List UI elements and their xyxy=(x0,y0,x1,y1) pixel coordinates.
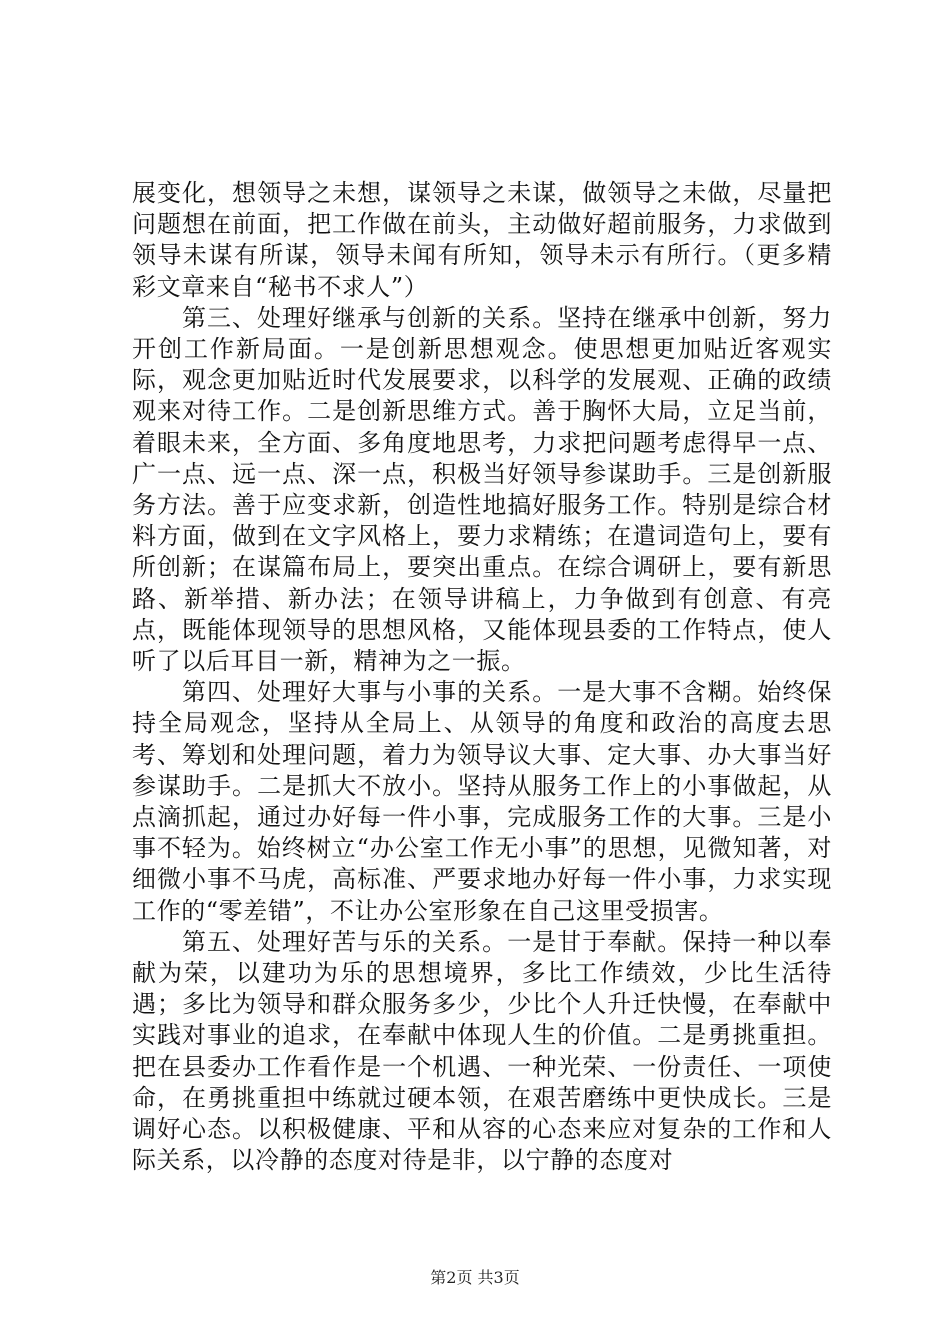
paragraph-2: 第三、处理好继承与创新的关系。坚持在继承中创新，努力开创工作新局面。一是创新思想观念。使思想更加贴近客观实际，观念更加贴近时代发展要求，以科学的发展观、正确的政绩观来对待工作。二是创新思维方式。善于胸怀大局，立足当前，着眼未来，全方面、多角度地思考，力求把问题考虑得早一点、广一点、远一点、深一点，积极当好领导参谋助手。三是创新服务方法。善于应变求新，创造性地搞好服务工作。特别是综合材料方面，做到在文字风格上，要力求精练；在遣词造句上，要有所创新；在谋篇布局上，要突出重点。在综合调研上，要有新思路、新举措、新办法；在领导讲稿上，力争做到有创意、有亮点，既能体现领导的思想风格，又能体现县委的工作特点，使人听了以后耳目一新，精神为之一振。 xyxy=(132,303,832,676)
page-number-footer: 第2页 共3页 xyxy=(430,1268,520,1287)
paragraph-4: 第五、处理好苦与乐的关系。一是甘于奉献。保持一种以奉献为荣，以建功为乐的思想境界，多比工作绩效，少比生活待遇；多比为领导和群众服务多少，少比个人升迁快慢，在奉献中实践对事业的追求，在奉献中体现人生的价值。二是勇挑重担。把在县委办工作看作是一个机遇、一种光荣、一份责任、一项使命，在勇挑重担中练就过硬本领，在艰苦磨练中更快成长。三是调好心态。以积极健康、平和从容的心态来应对复杂的工作和人际关系，以冷静的态度对待是非，以宁静的态度对 xyxy=(132,927,832,1175)
paragraph-3: 第四、处理好大事与小事的关系。一是大事不含糊。始终保持全局观念，坚持从全局上、从领导的角度和政治的高度去思考、筹划和处理问题，着力为领导议大事、定大事、办大事当好参谋助手。二是抓大不放小。坚持从服务工作上的小事做起，从点滴抓起，通过办好每一件小事，完成服务工作的大事。三是小事不轻为。始终树立“办公室工作无小事”的思想，见微知著，对细微小事不马虎，高标准、严要求地办好每一件小事，力求实现工作的“零差错”，不让办公室形象在自己这里受损害。 xyxy=(132,678,832,925)
paragraph-1: 展变化，想领导之未想，谋领导之未谋，做领导之未做，尽量把问题想在前面，把工作做在前头，主动做好超前服务，力求做到领导未谋有所谋，领导未闻有所知，领导未示有所行。（更多精彩文章来自“秘书不求人”） xyxy=(132,179,832,301)
document-body xyxy=(132,178,832,1177)
